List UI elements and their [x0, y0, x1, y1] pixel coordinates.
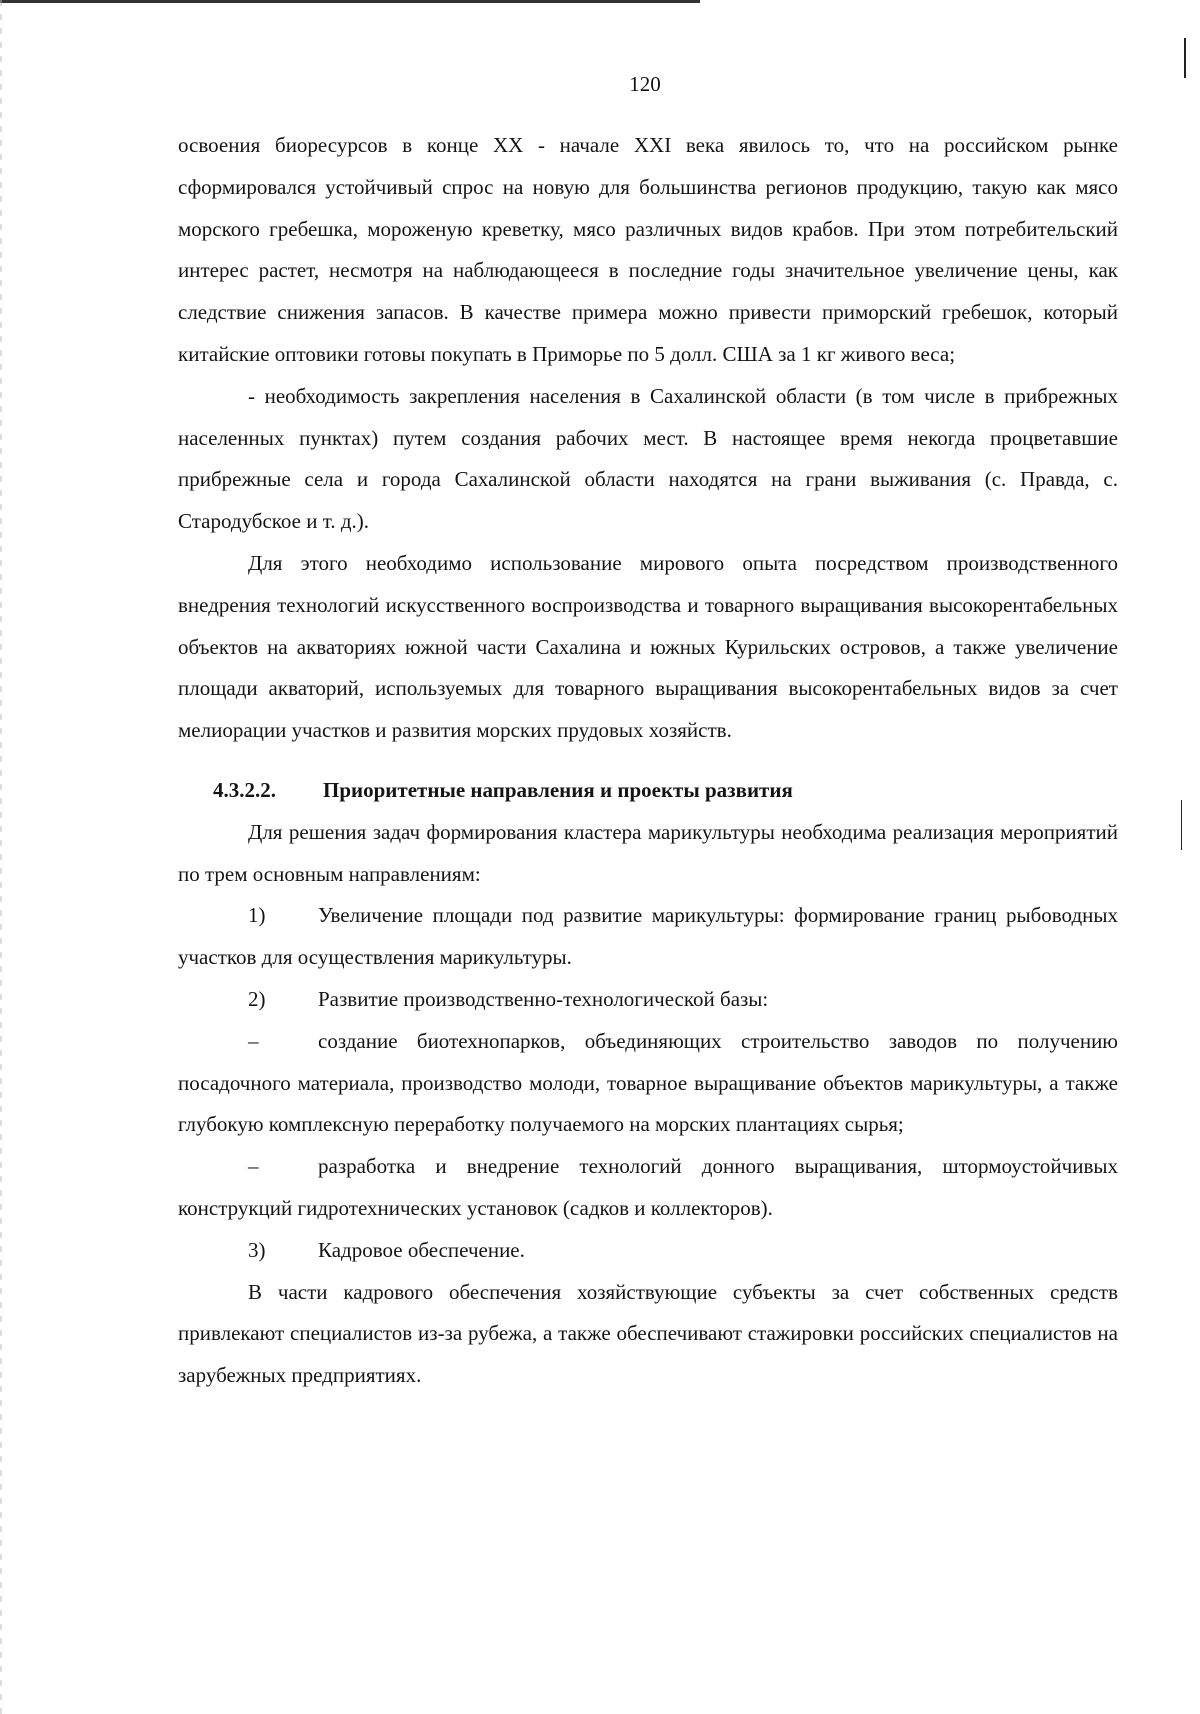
list-marker: – — [248, 1154, 259, 1179]
list-item — [178, 979, 1118, 1021]
section-number: 4.3.2.2. — [213, 777, 276, 802]
paragraph: Для решения задач формирования кластера марикультуры необходима реализация мероприятий по трем основным направлениям: — [178, 819, 1118, 886]
list-item — [178, 1021, 1118, 1146]
list-item — [178, 1146, 1118, 1230]
scan-right-edge-mark — [1181, 800, 1182, 850]
paragraph: освоения биоресурсов в конце XX - начале XXI века явилось то, что на российском рынке сформировался устойчивый спрос на новую для большинства регионов продукцию, такую как мясо морского гребешка, мороженую креветку, мясо различных видов крабов. При этом потребительский интерес растет, несмотря на наблюдающееся в последние годы значительное увеличение цены, как следствие снижения запасов. В качестве примера можно привести приморский гребешок, который китайские оптовики готовы покупать в Приморье по 5 долл. США за 1 кг живого веса; — [178, 133, 1118, 366]
list-marker: 2) — [248, 986, 266, 1011]
list-marker: – — [248, 1028, 259, 1053]
list-marker: 1) — [248, 903, 266, 928]
list-item — [178, 895, 1118, 979]
document-body — [178, 125, 1118, 1397]
list-item — [178, 1230, 1118, 1272]
scan-left-edge — [0, 0, 2, 1714]
paragraph: В части кадрового обеспечения хозяйствующие субъекты за счет собственных средств привлекают специалистов из-за рубежа, а также обеспечивают стажировки российских специалистов на зарубежных предприятиях. — [178, 1279, 1118, 1388]
list-item-text: Развитие производственно-технологической базы: — [318, 986, 769, 1011]
paragraph: Для этого необходимо использование мирового опыта посредством производственного внедрения технологий искусственного воспроизводства и товарного выращивания высокорентабельных объектов на акваториях южной части Сахалина и южных Курильских островов, а также увеличение площади акваторий, используемых для товарного выращивания высокорентабельных видов за счет мелиорации участков и развития морских прудовых хозяйств. — [178, 550, 1118, 743]
list-item-text: Кадровое обеспечение. — [318, 1237, 525, 1262]
list-marker: 3) — [248, 1237, 266, 1262]
list-item-text: создание биотехнопарков, объединяющих строительство заводов по получению посадочного материала, производство молоди, товарное выращивание объектов марикультуры, а также глубокую комплексную переработку получаемого на морских плантациях сырья; — [178, 1028, 1118, 1137]
paragraph: - необходимость закрепления населения в Сахалинской области (в том числе в прибрежных населенных пунктах) путем создания рабочих мест. В настоящее время некогда процветавшие прибрежные села и города Сахалинской области находятся на грани выживания (с. Правда, с. Стародубское и т. д.). — [178, 383, 1118, 534]
list-item-text: Увеличение площади под развитие марикультуры: формирование границ рыбоводных участков для осуществления марикультуры. — [178, 903, 1118, 970]
section-heading — [178, 770, 1118, 812]
page-number: 120 — [629, 72, 661, 96]
list-item-text: разработка и внедрение технологий донного выращивания, штормоустойчивых конструкций гидротехнических установок (садков и коллекторов). — [178, 1154, 1118, 1220]
scan-top-edge-line — [0, 0, 700, 3]
section-title: Приоритетные направления и проекты развития — [323, 777, 793, 802]
